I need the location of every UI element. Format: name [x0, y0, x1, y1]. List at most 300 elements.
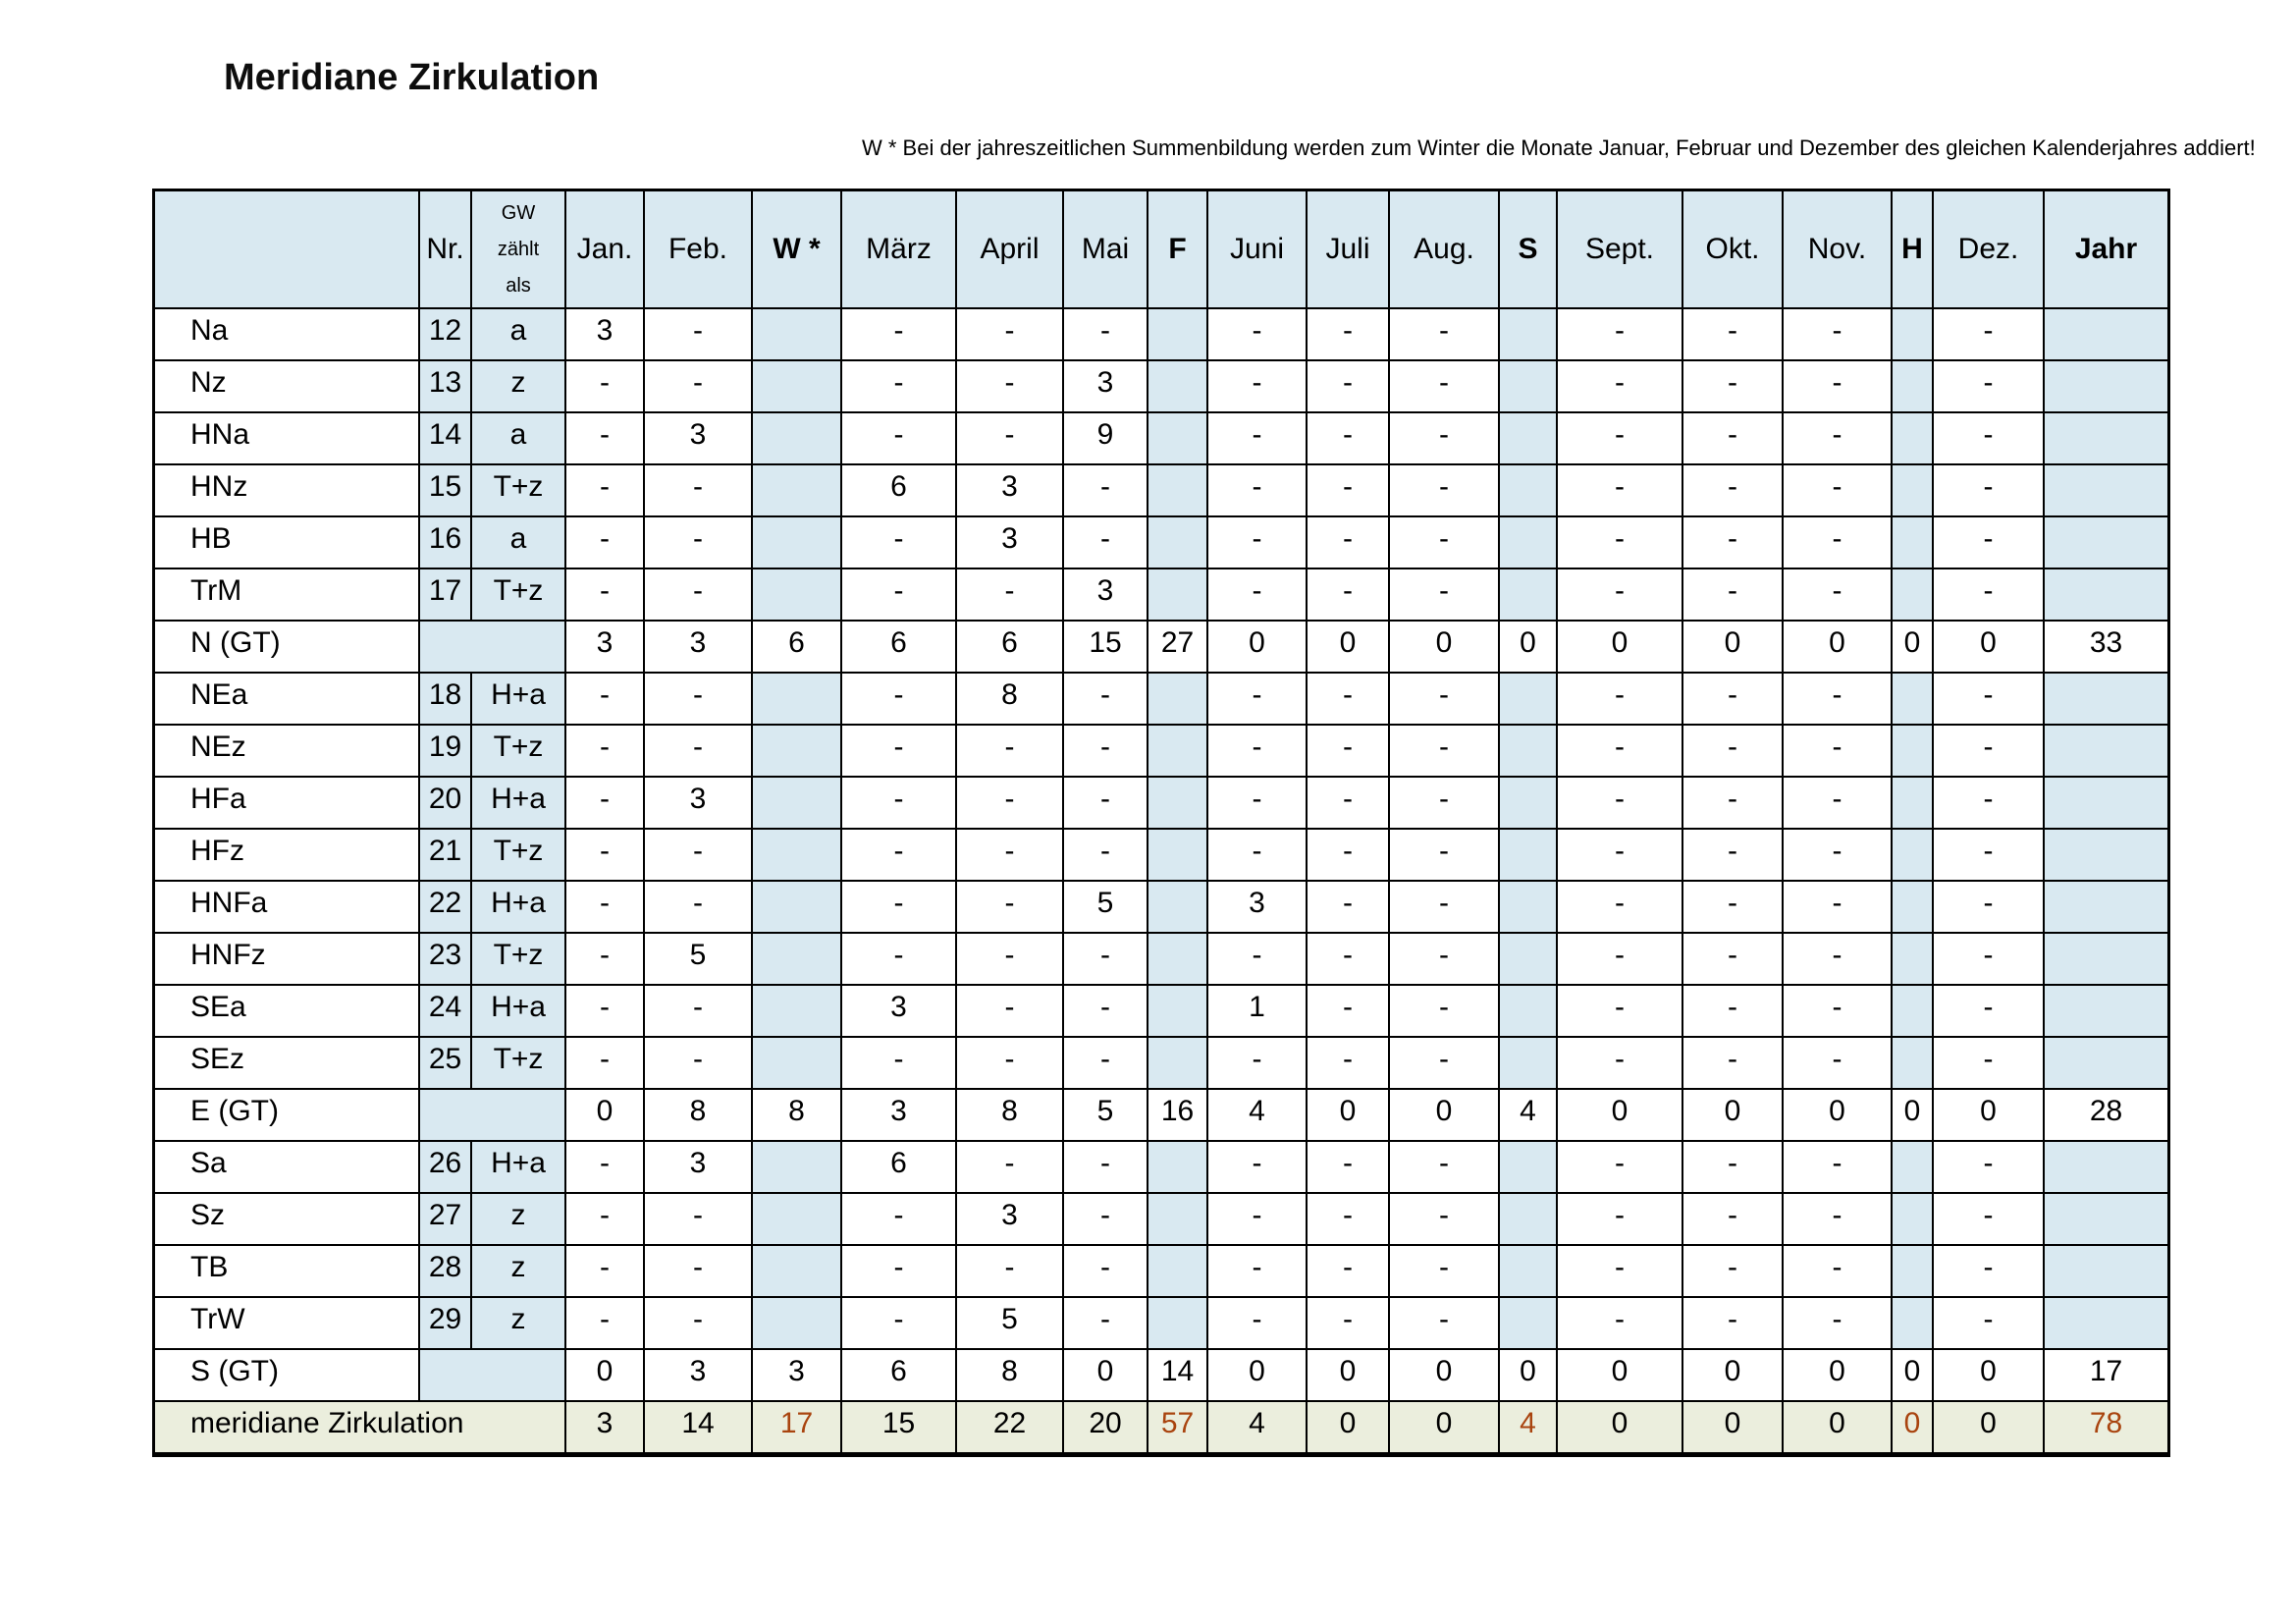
month-value-cell: - — [1208, 1142, 1308, 1194]
season-band-cell — [1500, 674, 1558, 726]
month-value-cell: - — [566, 361, 645, 413]
row-label-cell: Sz — [155, 1194, 420, 1246]
season-band-cell — [1500, 1298, 1558, 1350]
season-band-cell — [1148, 674, 1208, 726]
month-value-cell: - — [1558, 882, 1683, 934]
season-band-cell — [753, 1298, 842, 1350]
nr-cell: 26 — [420, 1142, 472, 1194]
summary-value-cell: 15 — [842, 1402, 957, 1454]
month-value-cell: - — [957, 361, 1064, 413]
month-value-cell: - — [566, 413, 645, 465]
month-value-cell: - — [957, 726, 1064, 778]
month-value-cell: - — [566, 569, 645, 622]
table-row — [155, 622, 2167, 674]
column-header: Dez. — [1934, 191, 2045, 309]
gw-cell: T+z — [472, 830, 566, 882]
total-value-cell: 0 — [1390, 622, 1500, 674]
season-band-cell — [1148, 413, 1208, 465]
summary-value-cell: 4 — [1500, 1402, 1558, 1454]
summary-value-cell: 3 — [566, 1402, 645, 1454]
table-row — [155, 778, 2167, 830]
table-row — [155, 986, 2167, 1038]
month-value-cell: - — [842, 726, 957, 778]
nr-cell: 18 — [420, 674, 472, 726]
total-value-cell: 0 — [1208, 622, 1308, 674]
month-value-cell: - — [1934, 1142, 2045, 1194]
total-value-cell: 0 — [1683, 1090, 1784, 1142]
month-value-cell: - — [645, 1038, 753, 1090]
season-band-cell — [2045, 882, 2167, 934]
month-value-cell: - — [1784, 517, 1893, 569]
column-header: S — [1500, 191, 1558, 309]
month-value-cell: - — [842, 309, 957, 361]
row-label-cell: Sa — [155, 1142, 420, 1194]
month-value-cell: - — [1934, 1298, 2045, 1350]
total-value-cell: 3 — [753, 1350, 842, 1402]
month-value-cell: - — [1308, 361, 1390, 413]
month-value-cell: - — [1308, 569, 1390, 622]
row-label-cell: TB — [155, 1246, 420, 1298]
month-value-cell: - — [1558, 1298, 1683, 1350]
month-value-cell: - — [1064, 309, 1148, 361]
row-label-cell: TrM — [155, 569, 420, 622]
nr-cell: 12 — [420, 309, 472, 361]
row-label-cell: NEa — [155, 674, 420, 726]
nr-cell: 23 — [420, 934, 472, 986]
total-value-cell: 0 — [1308, 1350, 1390, 1402]
month-value-cell: - — [957, 309, 1064, 361]
month-value-cell: - — [1683, 986, 1784, 1038]
month-value-cell: - — [566, 1038, 645, 1090]
month-value-cell: - — [645, 986, 753, 1038]
month-value-cell: - — [842, 517, 957, 569]
season-band-cell — [1148, 1142, 1208, 1194]
month-value-cell: - — [1308, 465, 1390, 517]
season-band-cell — [753, 1246, 842, 1298]
season-band-cell — [1148, 1298, 1208, 1350]
summary-value-cell: 57 — [1148, 1402, 1208, 1454]
month-value-cell: - — [1683, 1038, 1784, 1090]
season-band-cell — [1148, 465, 1208, 517]
month-value-cell: - — [1558, 986, 1683, 1038]
month-value-cell: - — [842, 934, 957, 986]
total-value-cell: 5 — [1064, 1090, 1148, 1142]
month-value-cell: - — [1308, 674, 1390, 726]
season-band-cell — [1148, 726, 1208, 778]
season-band-cell — [1500, 778, 1558, 830]
season-band-cell — [753, 1194, 842, 1246]
month-value-cell: - — [1558, 361, 1683, 413]
season-band-cell — [753, 778, 842, 830]
column-header: F — [1148, 191, 1208, 309]
season-band-cell — [1148, 830, 1208, 882]
nr-cell: 15 — [420, 465, 472, 517]
month-value-cell: - — [957, 1142, 1064, 1194]
month-value-cell: 3 — [645, 1142, 753, 1194]
nr-cell: 21 — [420, 830, 472, 882]
month-value-cell: - — [1064, 726, 1148, 778]
total-value-cell: 0 — [1683, 622, 1784, 674]
season-band-cell — [2045, 569, 2167, 622]
month-value-cell: - — [1934, 986, 2045, 1038]
column-header: Juni — [1208, 191, 1308, 309]
column-header: Jan. — [566, 191, 645, 309]
month-value-cell: - — [645, 517, 753, 569]
row-label-cell: Na — [155, 309, 420, 361]
nr-cell: 27 — [420, 1194, 472, 1246]
month-value-cell: - — [645, 569, 753, 622]
season-band-cell — [1148, 1194, 1208, 1246]
month-value-cell: - — [1390, 830, 1500, 882]
month-value-cell: - — [957, 413, 1064, 465]
summary-value-cell: 0 — [1784, 1402, 1893, 1454]
month-value-cell: - — [1784, 674, 1893, 726]
month-value-cell: - — [1934, 361, 2045, 413]
total-label-cell: E (GT) — [155, 1090, 420, 1142]
total-value-cell: 0 — [1893, 1090, 1934, 1142]
month-value-cell: - — [1934, 413, 2045, 465]
month-value-cell: - — [842, 1038, 957, 1090]
season-band-cell — [1148, 309, 1208, 361]
month-value-cell: - — [1064, 517, 1148, 569]
month-value-cell: - — [1683, 1194, 1784, 1246]
month-value-cell: - — [1784, 1246, 1893, 1298]
column-header: GW zählt als — [472, 191, 566, 309]
month-value-cell: - — [645, 1194, 753, 1246]
month-value-cell: - — [1558, 1142, 1683, 1194]
month-value-cell: 6 — [842, 1142, 957, 1194]
month-value-cell: - — [566, 517, 645, 569]
month-value-cell: - — [1064, 934, 1148, 986]
season-band-cell — [1893, 361, 1934, 413]
month-value-cell: - — [1558, 1194, 1683, 1246]
month-value-cell: - — [842, 569, 957, 622]
season-band-cell — [1893, 517, 1934, 569]
month-value-cell: - — [1683, 934, 1784, 986]
season-band-cell — [1500, 413, 1558, 465]
gw-cell: H+a — [472, 1142, 566, 1194]
total-value-cell: 0 — [1390, 1350, 1500, 1402]
total-value-cell: 6 — [753, 622, 842, 674]
total-value-cell: 0 — [1308, 622, 1390, 674]
month-value-cell: - — [1208, 413, 1308, 465]
total-value-cell: 4 — [1500, 1090, 1558, 1142]
month-value-cell: - — [1390, 1246, 1500, 1298]
season-band-cell — [753, 882, 842, 934]
season-band-cell — [1148, 1246, 1208, 1298]
total-spacer-cell — [420, 622, 566, 674]
column-header: Jahr — [2045, 191, 2167, 309]
total-value-cell: 14 — [1148, 1350, 1208, 1402]
season-band-cell — [2045, 1298, 2167, 1350]
month-value-cell: - — [566, 830, 645, 882]
page-title: Meridiane Zirkulation — [224, 57, 600, 98]
row-label-cell: TrW — [155, 1298, 420, 1350]
month-value-cell: - — [1683, 1246, 1784, 1298]
total-value-cell: 0 — [1784, 1350, 1893, 1402]
month-value-cell: - — [1390, 674, 1500, 726]
month-value-cell: - — [1390, 361, 1500, 413]
month-value-cell: 3 — [1208, 882, 1308, 934]
month-value-cell: - — [566, 1194, 645, 1246]
month-value-cell: - — [1934, 726, 2045, 778]
month-value-cell: - — [645, 674, 753, 726]
month-value-cell: - — [566, 934, 645, 986]
month-value-cell: 5 — [1064, 882, 1148, 934]
column-header: H — [1893, 191, 1934, 309]
month-value-cell: - — [1558, 1246, 1683, 1298]
month-value-cell: - — [645, 361, 753, 413]
total-spacer-cell — [420, 1350, 566, 1402]
month-value-cell: - — [566, 465, 645, 517]
month-value-cell: - — [1558, 726, 1683, 778]
summary-value-cell: 0 — [1308, 1402, 1390, 1454]
season-band-cell — [2045, 1194, 2167, 1246]
table-row — [155, 1402, 2167, 1454]
gw-cell: a — [472, 309, 566, 361]
table-row — [155, 934, 2167, 986]
nr-cell: 14 — [420, 413, 472, 465]
month-value-cell: 6 — [842, 465, 957, 517]
month-value-cell: - — [1934, 882, 2045, 934]
season-band-cell — [753, 726, 842, 778]
month-value-cell: - — [1558, 674, 1683, 726]
total-value-cell: 0 — [1500, 622, 1558, 674]
season-band-cell — [1500, 1194, 1558, 1246]
month-value-cell: - — [842, 413, 957, 465]
month-value-cell: - — [1934, 674, 2045, 726]
month-value-cell: - — [1308, 1194, 1390, 1246]
total-value-cell: 0 — [1558, 1350, 1683, 1402]
month-value-cell: 3 — [645, 778, 753, 830]
month-value-cell: - — [1208, 674, 1308, 726]
season-band-cell — [2045, 934, 2167, 986]
month-value-cell: - — [1308, 986, 1390, 1038]
month-value-cell: - — [1064, 1246, 1148, 1298]
column-header: Feb. — [645, 191, 753, 309]
gw-cell: T+z — [472, 726, 566, 778]
season-band-cell — [1500, 986, 1558, 1038]
month-value-cell: - — [1558, 830, 1683, 882]
month-value-cell: - — [1934, 517, 2045, 569]
month-value-cell: - — [1784, 1194, 1893, 1246]
month-value-cell: - — [1558, 517, 1683, 569]
column-header: Mai — [1064, 191, 1148, 309]
season-band-cell — [753, 830, 842, 882]
season-band-cell — [1148, 882, 1208, 934]
season-band-cell — [2045, 361, 2167, 413]
season-band-cell — [753, 361, 842, 413]
summary-value-cell: 0 — [1683, 1402, 1784, 1454]
season-band-cell — [1893, 1142, 1934, 1194]
month-value-cell: - — [645, 465, 753, 517]
month-value-cell: - — [1784, 361, 1893, 413]
row-label-cell: HNFz — [155, 934, 420, 986]
total-value-cell: 0 — [1208, 1350, 1308, 1402]
season-band-cell — [2045, 1038, 2167, 1090]
column-header: Nov. — [1784, 191, 1893, 309]
column-header: Okt. — [1683, 191, 1784, 309]
table-row — [155, 674, 2167, 726]
total-value-cell: 0 — [1500, 1350, 1558, 1402]
month-value-cell: - — [957, 1038, 1064, 1090]
season-band-cell — [753, 309, 842, 361]
month-value-cell: - — [1784, 726, 1893, 778]
season-band-cell — [1893, 1298, 1934, 1350]
month-value-cell: - — [1064, 1194, 1148, 1246]
total-value-cell: 0 — [1934, 1090, 2045, 1142]
month-value-cell: - — [957, 934, 1064, 986]
month-value-cell: - — [1308, 726, 1390, 778]
month-value-cell: - — [566, 986, 645, 1038]
table-row — [155, 830, 2167, 882]
month-value-cell: - — [1390, 934, 1500, 986]
month-value-cell: - — [1064, 778, 1148, 830]
nr-cell: 25 — [420, 1038, 472, 1090]
month-value-cell: 3 — [957, 517, 1064, 569]
gw-cell: H+a — [472, 674, 566, 726]
month-value-cell: - — [1784, 830, 1893, 882]
month-value-cell: - — [1558, 413, 1683, 465]
month-value-cell: - — [1784, 934, 1893, 986]
total-value-cell: 4 — [1208, 1090, 1308, 1142]
gw-cell: T+z — [472, 934, 566, 986]
month-value-cell: - — [566, 778, 645, 830]
month-value-cell: - — [1558, 569, 1683, 622]
table-header — [155, 191, 2167, 309]
column-header: April — [957, 191, 1064, 309]
season-band-cell — [1893, 569, 1934, 622]
month-value-cell: - — [1784, 882, 1893, 934]
season-band-cell — [2045, 778, 2167, 830]
footnote: W * Bei der jahreszeitlichen Summenbildung werden zum Winter die Monate Januar, Februar und Dezember des gleichen Kalenderjahres addiert! — [862, 135, 2256, 160]
total-value-cell: 0 — [1390, 1090, 1500, 1142]
month-value-cell: - — [1308, 778, 1390, 830]
month-value-cell: - — [957, 778, 1064, 830]
summary-value-cell: 20 — [1064, 1402, 1148, 1454]
gw-cell: H+a — [472, 882, 566, 934]
month-value-cell: - — [1208, 465, 1308, 517]
season-band-cell — [1500, 830, 1558, 882]
month-value-cell: - — [1208, 361, 1308, 413]
row-label-cell: SEa — [155, 986, 420, 1038]
season-band-cell — [753, 1038, 842, 1090]
month-value-cell: - — [957, 830, 1064, 882]
total-value-cell: 0 — [566, 1350, 645, 1402]
month-value-cell: 8 — [957, 674, 1064, 726]
month-value-cell: - — [1308, 517, 1390, 569]
season-band-cell — [1893, 726, 1934, 778]
row-label-cell: HNFa — [155, 882, 420, 934]
season-band-cell — [2045, 309, 2167, 361]
season-band-cell — [1893, 986, 1934, 1038]
month-value-cell: 3 — [1064, 361, 1148, 413]
gw-cell: z — [472, 361, 566, 413]
table-row — [155, 1142, 2167, 1194]
season-band-cell — [2045, 1246, 2167, 1298]
month-value-cell: 3 — [957, 1194, 1064, 1246]
season-band-cell — [753, 465, 842, 517]
month-value-cell: - — [1308, 1246, 1390, 1298]
total-value-cell: 0 — [1893, 1350, 1934, 1402]
month-value-cell: - — [1208, 517, 1308, 569]
season-band-cell — [1148, 778, 1208, 830]
month-value-cell: - — [1208, 830, 1308, 882]
total-value-cell: 6 — [842, 622, 957, 674]
month-value-cell: - — [1390, 778, 1500, 830]
month-value-cell: - — [1784, 986, 1893, 1038]
total-value-cell: 8 — [753, 1090, 842, 1142]
month-value-cell: - — [1064, 986, 1148, 1038]
season-band-cell — [2045, 413, 2167, 465]
month-value-cell: - — [1934, 1038, 2045, 1090]
row-label-cell: HFz — [155, 830, 420, 882]
month-value-cell: - — [1390, 1298, 1500, 1350]
season-band-cell — [1148, 986, 1208, 1038]
season-band-cell — [753, 986, 842, 1038]
season-band-cell — [1893, 778, 1934, 830]
column-header: Nr. — [420, 191, 472, 309]
total-label-cell: S (GT) — [155, 1350, 420, 1402]
season-band-cell — [1893, 309, 1934, 361]
month-value-cell: - — [645, 726, 753, 778]
season-band-cell — [753, 1142, 842, 1194]
gw-cell: z — [472, 1298, 566, 1350]
table-row — [155, 361, 2167, 413]
month-value-cell: - — [1308, 830, 1390, 882]
summary-value-cell: 0 — [1390, 1402, 1500, 1454]
season-band-cell — [1148, 361, 1208, 413]
season-band-cell — [1893, 465, 1934, 517]
total-value-cell: 0 — [1064, 1350, 1148, 1402]
month-value-cell: - — [1390, 309, 1500, 361]
month-value-cell: - — [1390, 1038, 1500, 1090]
column-header — [155, 191, 420, 309]
summary-value-cell: 0 — [1893, 1402, 1934, 1454]
month-value-cell: - — [842, 674, 957, 726]
month-value-cell: - — [1683, 517, 1784, 569]
month-value-cell: - — [1308, 309, 1390, 361]
circulation-table — [152, 189, 2170, 1457]
month-value-cell: - — [566, 1142, 645, 1194]
nr-cell: 24 — [420, 986, 472, 1038]
table-row — [155, 309, 2167, 361]
month-value-cell: - — [957, 882, 1064, 934]
column-header: Sept. — [1558, 191, 1683, 309]
month-value-cell: - — [566, 726, 645, 778]
month-value-cell: - — [1784, 1298, 1893, 1350]
summary-value-cell: 17 — [753, 1402, 842, 1454]
month-value-cell: - — [566, 674, 645, 726]
month-value-cell: - — [842, 1298, 957, 1350]
total-value-cell: 3 — [842, 1090, 957, 1142]
month-value-cell: - — [1208, 1038, 1308, 1090]
season-band-cell — [753, 413, 842, 465]
total-value-cell: 17 — [2045, 1350, 2167, 1402]
season-band-cell — [2045, 986, 2167, 1038]
month-value-cell: - — [1064, 674, 1148, 726]
month-value-cell: - — [1934, 465, 2045, 517]
table-row — [155, 465, 2167, 517]
month-value-cell: - — [1934, 778, 2045, 830]
nr-cell: 22 — [420, 882, 472, 934]
month-value-cell: - — [645, 1246, 753, 1298]
nr-cell: 16 — [420, 517, 472, 569]
column-header: Juli — [1308, 191, 1390, 309]
season-band-cell — [1500, 569, 1558, 622]
total-value-cell: 0 — [1934, 622, 2045, 674]
month-value-cell: - — [1308, 1142, 1390, 1194]
